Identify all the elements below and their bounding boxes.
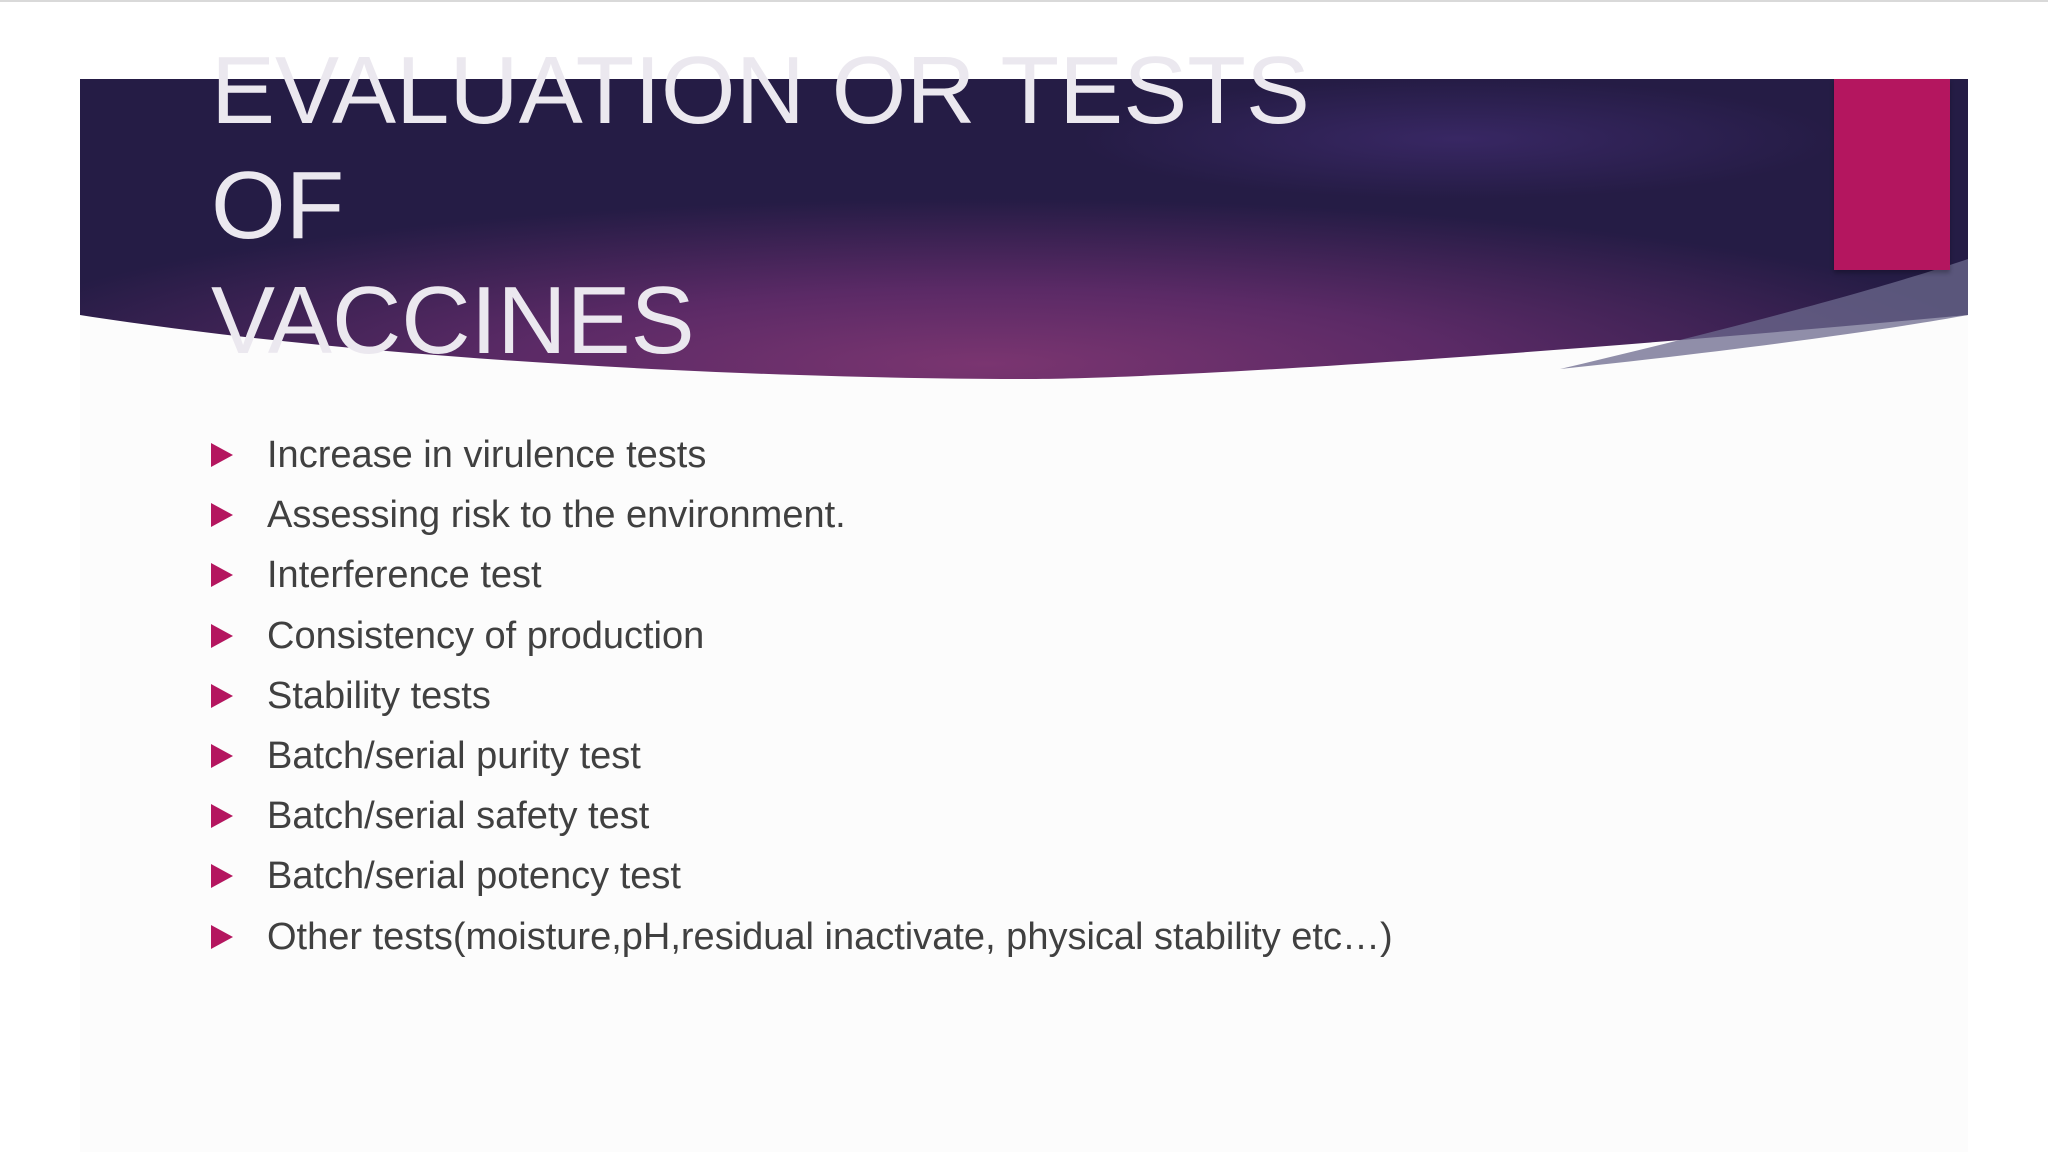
- bullet-text: Interference test: [267, 554, 542, 597]
- bullet-text: Stability tests: [267, 674, 491, 717]
- list-item: [211, 613, 705, 673]
- triangle-right-icon: [211, 492, 233, 552]
- triangle-right-icon: [211, 673, 233, 733]
- slide-title: [211, 33, 1461, 374]
- triangle-right-icon: [211, 853, 233, 913]
- slide-title-line-1: EVALUATION OR TESTS OF: [211, 37, 1310, 259]
- list-item: [211, 492, 846, 552]
- list-item: [211, 673, 491, 733]
- bullet-text: Other tests(moisture,pH,residual inactivate, physical stability etc…): [267, 915, 1393, 958]
- presentation-slide: [80, 37, 1968, 1152]
- list-item: [211, 853, 681, 913]
- list-item: [211, 432, 707, 492]
- list-item: [211, 552, 542, 612]
- slide-title-line-2: VACCINES: [211, 267, 695, 374]
- list-item: [211, 733, 641, 793]
- triangle-right-icon: [211, 914, 233, 974]
- triangle-right-icon: [211, 733, 233, 793]
- bullet-text: Batch/serial safety test: [267, 795, 650, 838]
- bullet-text: Increase in virulence tests: [267, 434, 707, 476]
- triangle-right-icon: [211, 793, 233, 853]
- bullet-text: Batch/serial potency test: [267, 855, 681, 898]
- bullet-list: [211, 432, 1393, 974]
- accent-tab: [1834, 79, 1950, 270]
- bullet-text: Consistency of production: [267, 614, 705, 657]
- triangle-right-icon: [211, 432, 233, 492]
- list-item: [211, 793, 650, 853]
- triangle-right-icon: [211, 613, 233, 673]
- bullet-text: Batch/serial purity test: [267, 734, 641, 777]
- triangle-right-icon: [211, 552, 233, 612]
- list-item: [211, 914, 1393, 974]
- bullet-text: Assessing risk to the environment.: [267, 494, 846, 537]
- top-divider: [0, 0, 2048, 2]
